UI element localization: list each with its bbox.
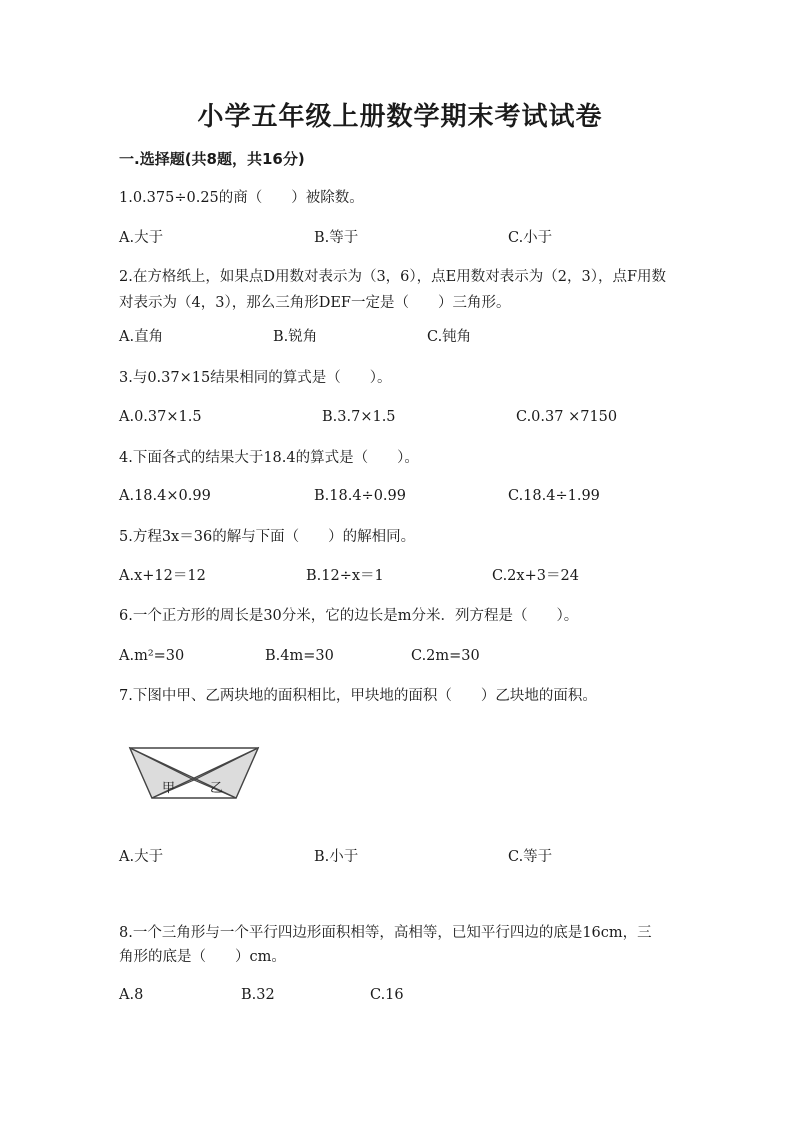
q7-option-b[interactable]: B.小于 [314, 849, 359, 865]
q6-option-b[interactable]: B.4m=30 [265, 648, 334, 664]
q1-option-c[interactable]: C.小于 [508, 230, 553, 246]
q5-option-a[interactable]: A.x+12＝12 [119, 568, 206, 584]
q8-option-a[interactable]: A.8 [119, 987, 144, 1003]
q7-option-a[interactable]: A.大于 [119, 849, 164, 865]
q8-option-b[interactable]: B.32 [241, 987, 275, 1003]
q6-option-a[interactable]: A.m²=30 [119, 648, 185, 664]
label-yi: 乙 [210, 781, 224, 796]
page-title: 小学五年级上册数学期末考试试卷 [197, 102, 603, 132]
label-jia: 甲 [162, 781, 176, 796]
question-5: 5.方程3x＝36的解与下面（ ）的解相同。 [119, 529, 416, 545]
q7-option-c[interactable]: C.等于 [508, 849, 553, 865]
q3-option-c[interactable]: C.0.37 ×7150 [516, 409, 618, 425]
q4-option-c[interactable]: C.18.4÷1.99 [508, 488, 600, 504]
question-6: 6.一个正方形的周长是30分米，它的边长是m分米．列方程是（ ）。 [119, 608, 579, 624]
q3-option-a[interactable]: A.0.37×1.5 [119, 409, 202, 425]
q4-option-b[interactable]: B.18.4÷0.99 [314, 488, 406, 504]
q2-option-b[interactable]: B.锐角 [273, 329, 318, 345]
q5-option-c[interactable]: C.2x+3＝24 [492, 568, 579, 584]
question-8: 8.一个三角形与一个平行四边形面积相等，高相等，已知平行四边的底是16cm，三角形的底是（ ）cm。 [119, 925, 652, 965]
trapezoid-figure [126, 740, 262, 804]
q3-option-b[interactable]: B.3.7×1.5 [322, 409, 396, 425]
q1-option-b[interactable]: B.等于 [314, 230, 359, 246]
q2-option-a[interactable]: A.直角 [119, 329, 164, 345]
question-3: 3.与0.37×15结果相同的算式是（ ）。 [119, 370, 392, 386]
question-7: 7.下图中甲、乙两块地的面积相比，甲块地的面积（ ）乙块地的面积。 [119, 688, 597, 704]
question-4: 4.下面各式的结果大于18.4的算式是（ ）。 [119, 450, 419, 466]
question-1: 1.0.375÷0.25的商（ ）被除数。 [119, 190, 364, 206]
question-2: 2.在方格纸上，如果点D用数对表示为（3，6），点E用数对表示为（2，3），点F用数对表示为（4，3），那么三角形DEF一定是（ ）三角形。 [119, 269, 667, 311]
q1-option-a[interactable]: A.大于 [119, 230, 164, 246]
q4-option-a[interactable]: A.18.4×0.99 [119, 488, 211, 504]
q5-option-b[interactable]: B.12÷x＝1 [306, 568, 384, 584]
section-heading: 一.选择题(共8题，共16分) [119, 150, 305, 168]
q2-option-c[interactable]: C.钝角 [427, 329, 472, 345]
q8-option-c[interactable]: C.16 [370, 987, 404, 1003]
q6-option-c[interactable]: C.2m=30 [411, 648, 480, 664]
